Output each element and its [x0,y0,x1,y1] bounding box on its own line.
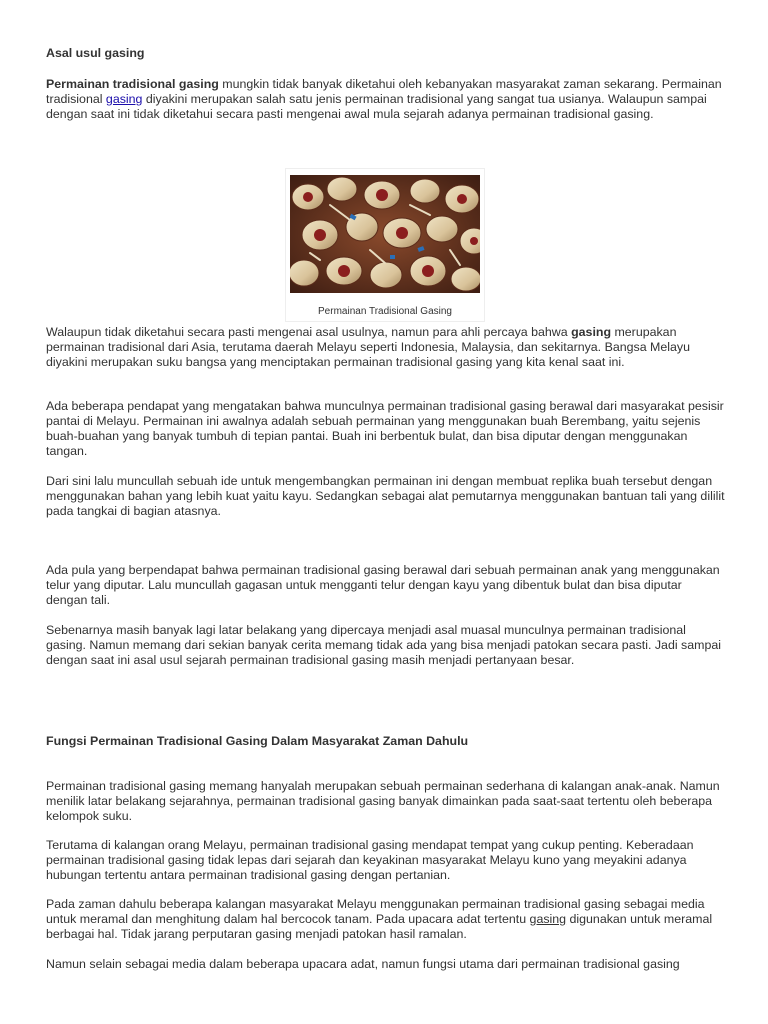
gasing-photo [290,175,480,293]
text-span: Walaupun tidak diketahui secara pasti mengenai asal usulnya, namun para ahli percaya bahwa [46,325,572,339]
section-heading-origin: Asal usul gasing [46,46,145,60]
paragraph-meramal [46,897,726,942]
paragraph-intro [46,77,726,122]
paragraph-telur: Ada pula yang berpendapat bahwa permainan tradisional gasing berawal dari sebuah permainan anak yang menggunakan telur yang diputar. Lalu muncullah gagasan untuk mengganti telur dengan kayu yang dibentuk bulat dan bisa diputar dengan tali. [46,563,720,607]
bold-term: gasing [571,325,612,339]
text-span: merupakan permainan tradisional dari Asia, terutama daerah Melayu seperti Indonesia, Malaysia, dan sekitarnya. Bangsa Melayu diyakini merupakan suku bangsa yang menciptakan permainan tradisional gasing yang kita kenal saat ini. [46,325,690,369]
paragraph-replika: Dari sini lalu muncullah sebuah ide untuk mengembangkan permainan ini dengan membuat replika buah tersebut dengan menggunakan bahan yang lebih kuat yaitu kayu. Sedangkan sebagai alat pemutarnya menggunakan bantuan tali yang dililit pada tangkai di bagian atasnya. [46,474,725,518]
figure-gasing [285,168,485,322]
paragraph-berembang: Ada beberapa pendapat yang mengatakan bahwa munculnya permainan tradisional gasing berawal dari masyarakat pesisir pantai di Melayu. Permainan ini awalnya adalah sebuah permainan yang menggunakan buah Berembang, yaitu sejenis buah-buahan yang banyak tumbuh di tepian pantai. Buah ini berbentuk bulat, dan bisa diputar dengan menggunakan tangan. [46,399,724,458]
text-span: digunakan untuk meramal berbagai hal. Tidak jarang perputaran gasing menjadi patokan hasil ramalan. [46,912,713,941]
paragraph-fungsi-utama: Namun selain sebagai media dalam beberapa upacara adat, namun fungsi utama dari permainan tradisional gasing [46,957,680,971]
paragraph-sederhana: Permainan tradisional gasing memang hanyalah merupakan sebuah permainan sederhana di kalangan anak-anak. Namun menilik latar belakang sejarahnya, permainan tradisional gasing banyak dimainkan pada saat-saat tertentu oleh beberapa kelompok suku. [46,779,720,823]
gasing-link[interactable]: gasing [529,912,567,926]
gasing-link[interactable]: gasing [105,92,143,106]
paragraph-melayu: Terutama di kalangan orang Melayu, permainan tradisional gasing mendapat tempat yang cukup penting. Keberadaan permainan tradisional gasing tidak lepas dari sejarah dan keyakinan masyarakat Melayu kuno yang meyakini adanya hubungan tertentu antara permainan tradisional gasing dengan pertanian. [46,838,694,882]
paragraph-latar-belakang: Sebenarnya masih banyak lagi latar belakang yang dipercaya menjadi asal muasal munculnya permainan tradisional gasing. Namun memang dari sekian banyak cerita memang tidak ada yang bisa menjadi patokan secara pasti. Jadi sampai dengan saat ini asal usul sejarah permainan tradisional gasing masih menjadi pertanyaan besar. [46,623,721,667]
text-span: Pada zaman dahulu beberapa kalangan masyarakat Melayu menggunakan permainan tradisional gasing sebagai media untuk meramal dan menghitung dalam hal bercocok tanam. Pada upacara adat tertentu [46,897,705,926]
paragraph-asia-origin [46,325,726,370]
figure-caption: Permainan Tradisional Gasing [318,306,452,317]
text-span: mungkin tidak banyak diketahui oleh kebanyakan masyarakat zaman sekarang. Permainan tradisional [46,77,722,106]
section-heading-function: Fungsi Permainan Tradisional Gasing Dalam Masyarakat Zaman Dahulu [46,734,469,748]
text-span: diyakini merupakan salah satu jenis permainan tradisional yang sangat tua usianya. Walaupun sampai dengan saat ini tidak diketahui secara pasti mengenai awal mula sejarah adanya permainan tradisional gasing. [46,92,707,121]
bold-term: Permainan tradisional gasing [46,77,219,91]
